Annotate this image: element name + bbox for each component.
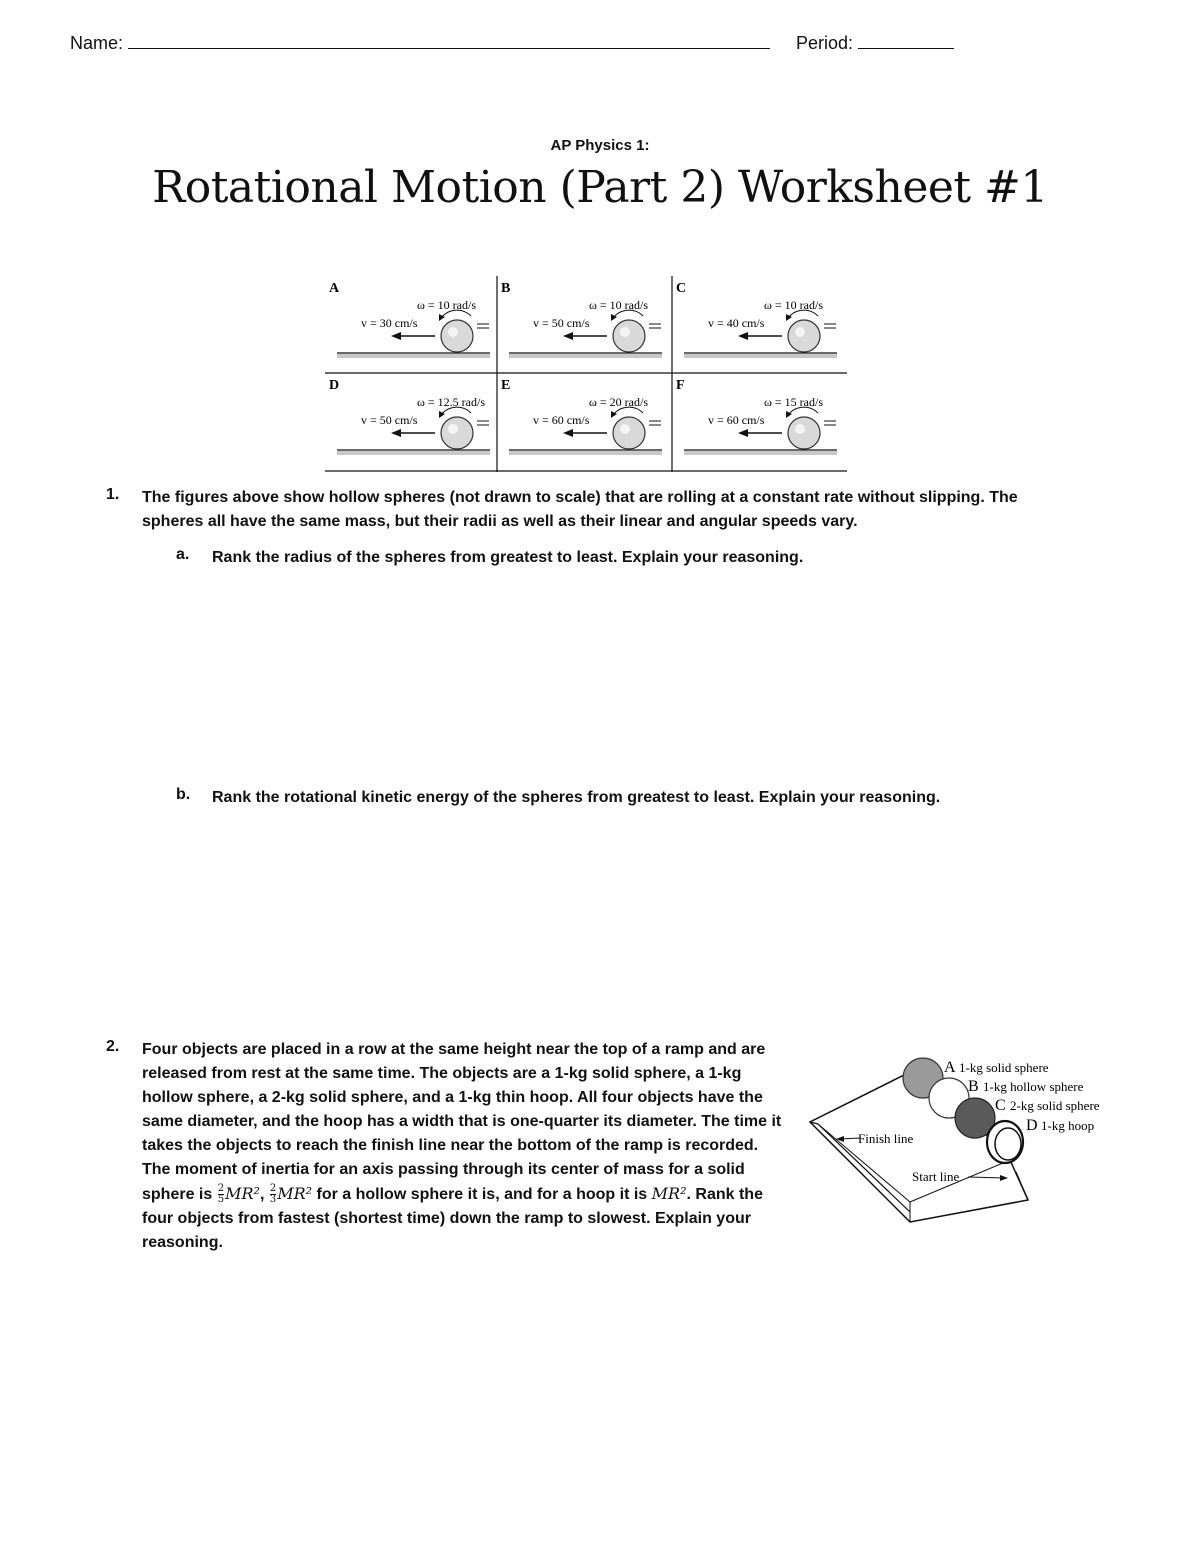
ground-shade [509,354,662,358]
ramp-label-letter: B [968,1078,979,1095]
velocity-arrowhead [391,332,401,340]
q1-text: The figures above show hollow spheres (not drawn to scale) that are rolling at a constant rate without slipping. The spheres all have the same mass, but their radii as well as their linear and angular speeds vary. [142,489,1018,530]
omega-label: ω = 12.5 rad/s [417,395,485,409]
velocity-arrowhead [391,429,401,437]
q2-text-part1: Four objects are placed in a row at the same height near the top of a ramp and are released from rest at the same time. The objects are a 1-kg solid sphere, a 1-kg hollow sphere, a 2-kg solid sphere, and a 1-kg thin hoop. All four objects have the same diameter, and the hoop has a width that is one-quarter its diameter. The time it takes the objects to reach the finish line near the bottom of the ramp is recorded. The moment of inertia for an axis passing through its center of mass for a solid sphere is [142,1041,782,1203]
velocity-label: v = 40 cm/s [708,316,765,330]
panel-e [501,378,662,455]
hollow-sphere [788,417,820,449]
name-line [70,32,770,54]
sphere-highlight [620,424,630,434]
panel-b [501,281,662,358]
q2-number: 2. [106,1038,120,1055]
hollow-sphere [613,417,645,449]
omega-label: ω = 20 rad/s [589,395,648,409]
q1-number: 1. [106,486,120,503]
omega-label: ω = 15 rad/s [764,395,823,409]
velocity-arrowhead [563,332,573,340]
velocity-arrowhead [738,332,748,340]
ramp-figure [800,1052,1130,1232]
sphere-highlight [795,327,805,337]
hollow-sphere [788,320,820,352]
formula-hoop: MR² [651,1184,687,1203]
velocity-arrowhead [563,429,573,437]
hollow-sphere [613,320,645,352]
q1a-label: a. [176,546,190,563]
q2-text: Four objects are placed in a row at the same height near the top of a ramp and are released from rest at the same time. The objects are a 1-kg solid sphere, a 1-kg hollow sphere, a 2-kg solid sphere, and a 1-kg thin hoop. All four objects have the same diameter, and the hoop has a width that is one-quarter its diameter. The time it takes the objects to reach the finish line near the bottom of the ramp is recorded. The moment of inertia for an axis passing through its center of mass for a solid sphere is $\frac{2}{5}$ MR², $\frac{2}{3}$ MR² for a hollow sphere it is, and for a hoop it is MR². Rank the four objects from fastest (shortest time) down the ramp to slowest. Explain your reasoning. [142,1041,782,1251]
panel-letter: D [329,378,340,393]
formula-solid-sphere: MR² [225,1184,260,1203]
ground-shade [509,451,662,455]
omega-label: ω = 10 rad/s [589,298,648,312]
q1b-label: b. [176,786,191,803]
panel-letter: B [501,281,511,296]
velocity-arrowhead [738,429,748,437]
panel-f [676,378,837,455]
panel-d [329,378,490,455]
velocity-label: v = 50 cm/s [533,316,590,330]
panel-letter: F [676,378,685,393]
period-line [796,32,954,54]
q1b-text: Rank the rotational kinetic energy of the spheres from greatest to least. Explain your reasoning. [212,789,941,806]
ground-shade [684,354,837,358]
period-label: Period: [796,33,854,53]
ground-shade [337,354,490,358]
name-field[interactable] [128,32,770,49]
rolling-spheres-figure [325,276,847,472]
ramp-label-letter: A [944,1059,956,1076]
sphere-highlight [448,424,458,434]
period-field[interactable] [858,32,954,49]
fraction-two-fifths: $\frac{2}{5}$ [217,1183,225,1206]
hollow-sphere [441,417,473,449]
ramp-label-letter: C [995,1097,1006,1114]
ramp-label-desc: 1-kg solid sphere [959,1060,1049,1075]
fraction-two-thirds: $\frac{2}{3}$ [269,1183,277,1206]
ground-shade [337,451,490,455]
velocity-label: v = 60 cm/s [533,413,590,427]
omega-label: ω = 10 rad/s [764,298,823,312]
ramp-label-desc: 1-kg hollow sphere [983,1079,1084,1094]
panel-a [329,281,490,358]
formula-hollow-sphere: MR² [277,1184,313,1203]
velocity-label: v = 30 cm/s [361,316,418,330]
omega-label: ω = 10 rad/s [417,298,476,312]
ramp-label-desc: 1-kg hoop [1041,1118,1095,1133]
panel-letter: E [501,378,511,393]
velocity-label: v = 50 cm/s [361,413,418,427]
ground-shade [684,451,837,455]
course-subtitle: AP Physics 1: [550,137,650,154]
ramp-label-desc: 2-kg solid sphere [1010,1098,1100,1113]
worksheet-title: Rotational Motion (Part 2) Worksheet #1 [152,162,1048,213]
panel-letter: C [676,281,687,296]
finish-line-label: Finish line [858,1131,914,1146]
q2-text-part3: . Rank the four objects from fastest (shortest time) down the ramp to slowest. Explain your reasoning. [142,1186,763,1251]
panel-c [676,281,837,358]
panel-letter: A [329,281,340,296]
q1a-text: Rank the radius of the spheres from greatest to least. Explain your reasoning. [212,549,804,566]
sphere-highlight [795,424,805,434]
name-label: Name: [70,33,124,53]
q2-text-part2: for a hollow sphere it is, and for a hoop it is [316,1186,648,1203]
sphere-highlight [448,327,458,337]
velocity-label: v = 60 cm/s [708,413,765,427]
start-line-label: Start line [912,1169,960,1184]
ramp-label-letter: D [1026,1117,1038,1134]
sphere-highlight [620,327,630,337]
hollow-sphere [441,320,473,352]
